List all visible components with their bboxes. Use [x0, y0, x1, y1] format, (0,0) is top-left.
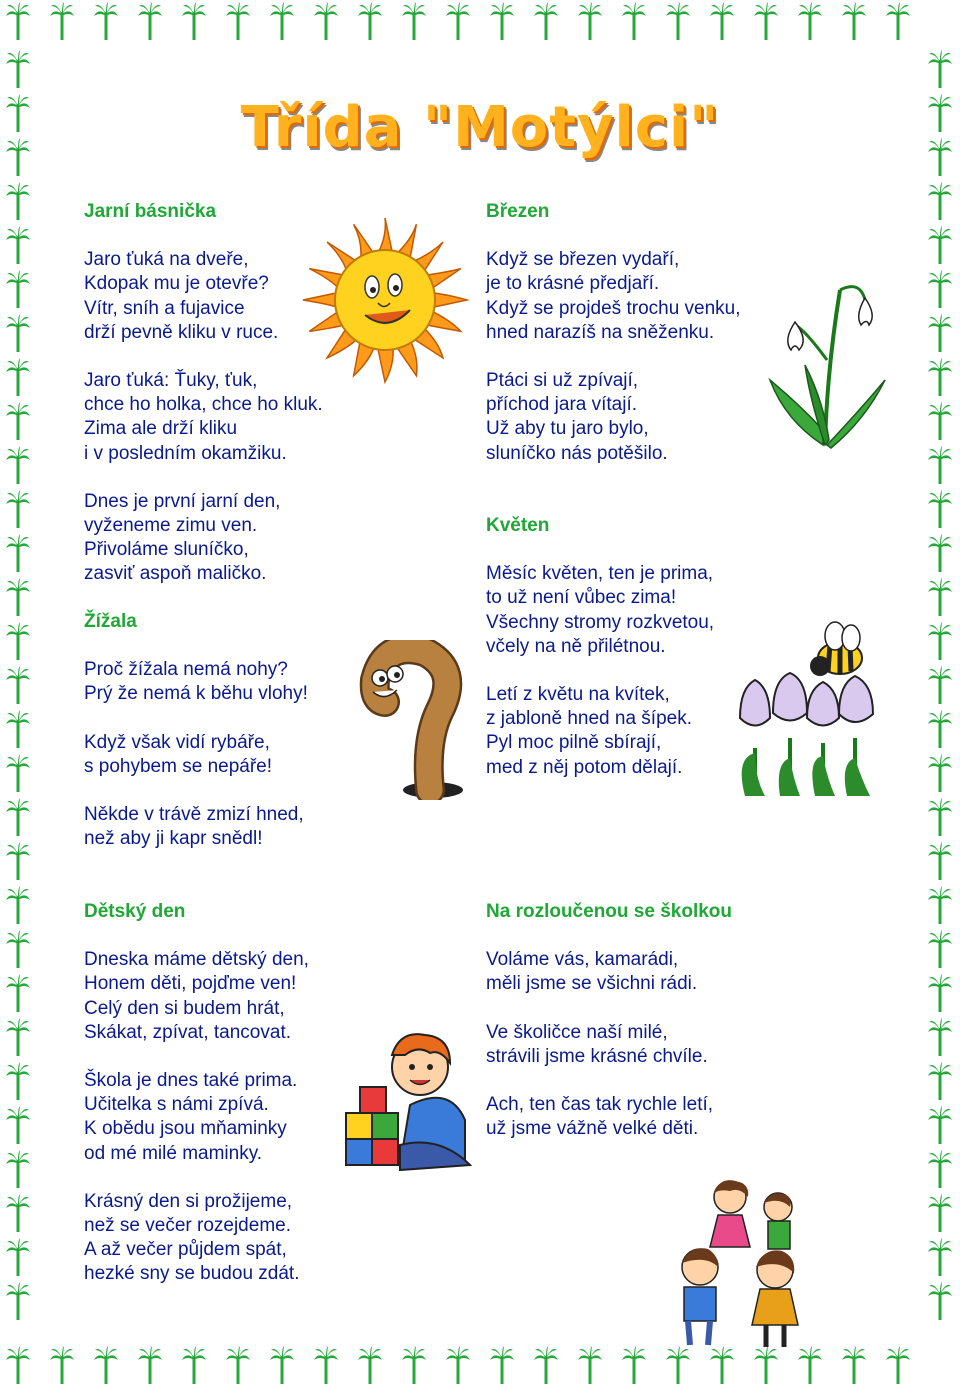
page-title: Třída "Motýlci": [240, 95, 720, 160]
poem-line: Už aby tu jaro bylo,: [486, 418, 649, 440]
poem-line: Proč žížala nemá nohy?: [84, 659, 288, 681]
poem-stanza: [84, 658, 308, 706]
poem-line: Někde v trávě zmizí hned,: [84, 804, 304, 826]
poem-line: Prý že nemá k běhu vlohy!: [84, 683, 308, 705]
poem-line: Krásný den si prožijeme,: [84, 1190, 293, 1212]
poem-detsky-den: [84, 900, 309, 1287]
poem-stanza: [486, 683, 714, 780]
poem-line: Jaro ťuká na dveře,: [84, 249, 249, 271]
poem-line: Dneska máme dětský den,: [84, 949, 309, 971]
poem-line: to už není vůbec zima!: [486, 587, 677, 609]
poem-stanza: [486, 1093, 732, 1141]
poem-heading: Květen: [486, 515, 550, 536]
poem-line: už jsme vážně velké děti.: [486, 1118, 699, 1140]
poem-line: Jaro ťuká: Ťuky, ťuk,: [84, 370, 258, 392]
poem-line: z jabloně hned na šípek.: [486, 708, 692, 730]
poem-stanza: [84, 948, 309, 1045]
poem-heading: Jarní básnička: [84, 201, 217, 222]
poem-line: i v posledním okamžiku.: [84, 442, 287, 464]
poem-line: příchod jara vítají.: [486, 394, 638, 416]
poem-line: než aby ji kapr snědl!: [84, 828, 263, 850]
poem-line: Voláme vás, kamarádi,: [486, 949, 679, 971]
sun-illustration: [300, 215, 470, 385]
poem-stanza: [84, 731, 308, 779]
poem-line: Skákat, zpívat, tancovat.: [84, 1021, 291, 1043]
snowdrop-illustration: [765, 270, 895, 450]
poem-line: Měsíc květen, ten je prima,: [486, 563, 714, 585]
poem-line: s pohybem se nepáře!: [84, 755, 273, 777]
poem-line: Ach, ten čas tak rychle letí,: [486, 1094, 714, 1116]
poem-line: hned narazíš na sněženku.: [486, 321, 715, 343]
poem-line: Když však vidí rybáře,: [84, 731, 270, 753]
poem-stanza: [84, 1069, 309, 1166]
poem-line: měli jsme se všichni rádi.: [486, 973, 698, 995]
poem-line: strávili jsme krásné chvíle.: [486, 1045, 708, 1067]
poem-line: vyženeme zimu ven.: [84, 515, 258, 537]
poem-stanza: [486, 562, 714, 659]
poem-line: Zima ale drží kliku: [84, 418, 238, 440]
poem-line: je to krásné předjaří.: [486, 273, 660, 295]
poem-line: Dnes je první jarní den,: [84, 490, 281, 512]
poem-line: Letí z květu na kvítek,: [486, 684, 670, 706]
poem-line: Když se březen vydaří,: [486, 249, 680, 271]
poem-line: Škola je dnes také prima.: [84, 1070, 298, 1092]
poem-line: K obědu jsou mňaminky: [84, 1118, 287, 1140]
poem-line: Celý den si budem hrát,: [84, 997, 285, 1019]
poem-line: než se večer rozejdeme.: [84, 1215, 291, 1237]
poem-stanza: [486, 248, 741, 345]
poem-na-rozloucenou: [486, 900, 732, 1141]
poem-jarni-basnicka: [84, 200, 323, 587]
poem-line: med z něj potom dělají.: [486, 756, 683, 778]
poem-line: Všechny stromy rozkvetou,: [486, 611, 715, 633]
poem-line: Ptáci si už zpívají,: [486, 370, 639, 392]
playing-children-illustration: [660, 1175, 820, 1350]
poem-heading: Na rozloučenou se školkou: [486, 901, 732, 922]
poem-line: Kdopak mu je otevře?: [84, 273, 269, 295]
poem-line: drží pevně kliku v ruce.: [84, 321, 279, 343]
poem-line: Honem děti, pojďme ven!: [84, 973, 297, 995]
poem-kveten: [486, 514, 714, 780]
poem-line: Když se projdeš trochu venku,: [486, 297, 741, 319]
poem-line: včely na ně přilétnou.: [486, 635, 666, 657]
poem-brezen: [486, 200, 741, 466]
poem-stanza: [84, 248, 323, 345]
poem-line: chce ho holka, chce ho kluk.: [84, 394, 323, 416]
bee-and-tulips-illustration: [735, 618, 885, 798]
boy-with-blocks-illustration: [340, 1025, 480, 1175]
worm-illustration: [345, 640, 475, 800]
poem-line: Učitelka s námi zpívá.: [84, 1094, 269, 1116]
poem-line: zasviť aspoň maličko.: [84, 563, 267, 585]
poem-heading: Březen: [486, 201, 550, 222]
poem-stanza: [84, 490, 323, 587]
poem-line: od mé milé maminky.: [84, 1142, 263, 1164]
poem-line: sluníčko nás potěšilo.: [486, 442, 668, 464]
poem-heading: Dětský den: [84, 901, 186, 922]
poem-stanza: [486, 1021, 732, 1069]
poem-line: Ve školičce naší milé,: [486, 1021, 668, 1043]
poem-line: hezké sny se budou zdát.: [84, 1263, 300, 1285]
poem-line: A až večer půjdem spát,: [84, 1239, 287, 1261]
poem-line: Vítr, sníh a fujavice: [84, 297, 245, 319]
poem-stanza: [84, 1190, 309, 1287]
poem-heading: Žížala: [84, 611, 137, 632]
poem-stanza: [84, 803, 308, 851]
poem-line: Přivoláme sluníčko,: [84, 539, 249, 561]
poem-line: Pyl moc pilně sbírají,: [486, 732, 662, 754]
poem-stanza: [486, 948, 732, 996]
poem-zizala: [84, 610, 308, 851]
poem-stanza: [84, 369, 323, 466]
poem-stanza: [486, 369, 741, 466]
